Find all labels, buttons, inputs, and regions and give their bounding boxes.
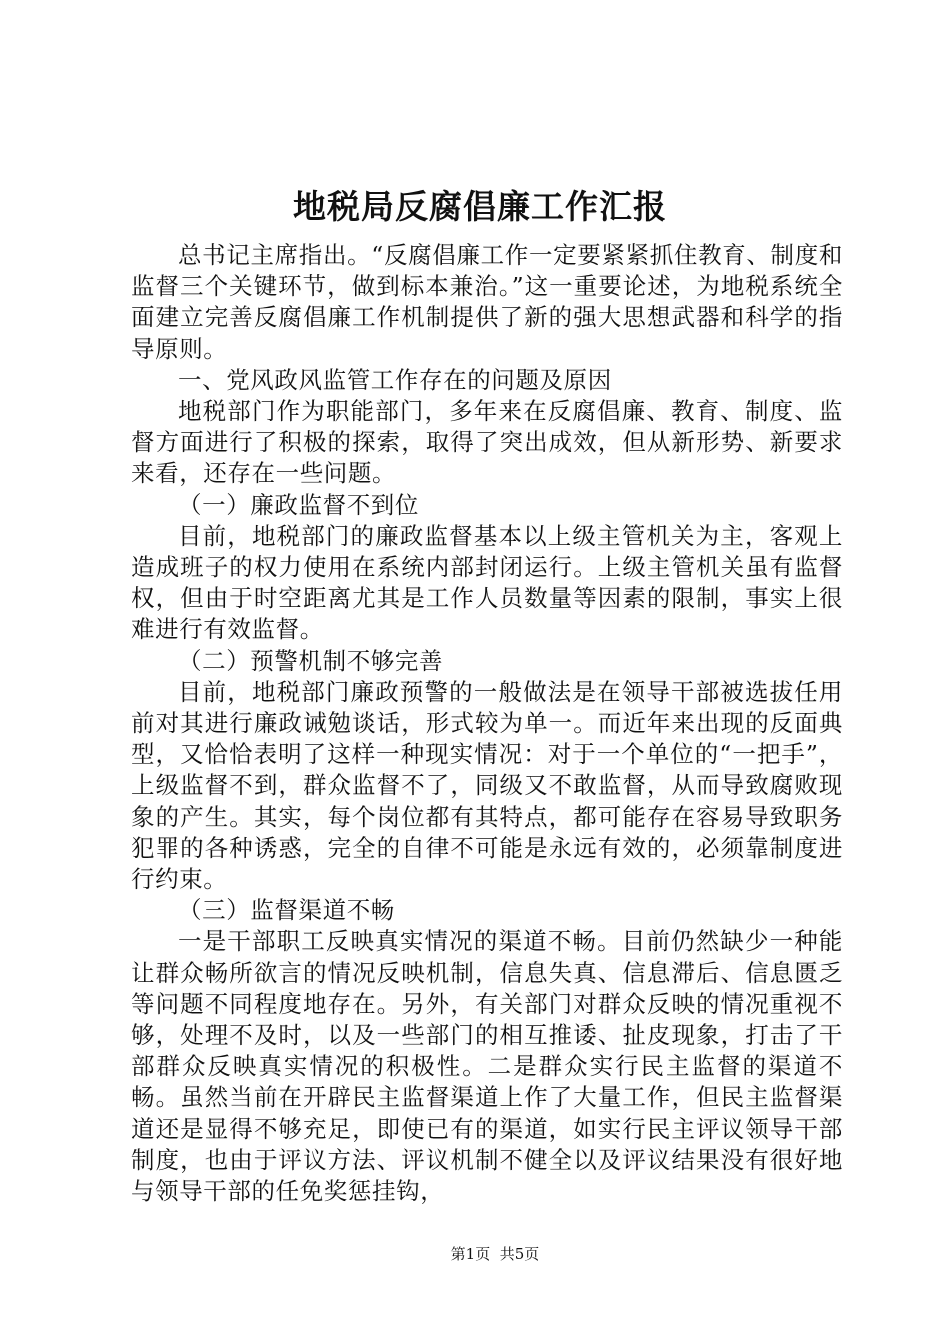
subsection-heading-3: （三）监督渠道不畅 [178,896,395,925]
subsection-heading-1: （一）廉政监督不到位 [178,490,419,519]
page-footer [0,1244,950,1264]
page-total: 共5页 [499,1245,540,1263]
page-number: 第1页 [450,1245,491,1263]
subsection-3-paragraph: 一是干部职工反映真实情况的渠道不畅。目前仍然缺少一种能让群众畅所欲言的情况反映机制，信息失真、信息滞后、信息匮乏等问题不同程度地存在。另外，有关部门对群众反映的情况重视不够，处理不及时，以及一些部门的相互推诿、扯皮现象，打击了干部群众反映真实情况的积极性。二是群众实行民主监督的渠道不畅。虽然当前在开辟民主监督渠道上作了大量工作，但民主监督渠道还是显得不够充足，即使已有的渠道，如实行民主评议领导干部制度，也由于评议方法、评议机制不健全以及评议结果没有很好地与领导干部的任免奖惩挂钩， [131,927,843,1206]
subsection-heading-2: （二）预警机制不够完善 [178,646,444,675]
subsection-1-paragraph: 目前，地税部门的廉政监督基本以上级主管机关为主，客观上造成班子的权力使用在系统内部封闭运行。上级主管机关虽有监督权，但由于时空距离尤其是工作人员数量等因素的限制，事实上很难进行有效监督。 [131,521,843,644]
section-heading-1: 一、党风政风监管工作存在的问题及原因 [178,365,612,394]
intro-paragraph: 总书记主席指出。“反腐倡廉工作一定要紧紧抓住教育、制度和监督三个关键环节，做到标本兼治。”这一重要论述，为地税系统全面建立完善反腐倡廉工作机制提供了新的强大思想武器和科学的指导原则。 [131,241,843,363]
document-body [131,240,843,1207]
section-1-paragraph: 地税部门作为职能部门，多年来在反腐倡廉、教育、制度、监督方面进行了积极的探索，取得了突出成效，但从新形势、新要求来看，还存在一些问题。 [131,397,843,488]
subsection-2-paragraph: 目前，地税部门廉政预警的一般做法是在领导干部被选拔任用前对其进行廉政诫勉谈话，形式较为单一。而近年来出现的反面典型，又恰恰表明了这样一种现实情况：对于一个单位的“一把手”，上级监督不到，群众监督不了，同级又不敢监督，从而导致腐败现象的产生。其实，每个岗位都有其特点，都可能存在容易导致职务犯罪的各种诱惑，完全的自律不可能是永远有效的，必须靠制度进行约束。 [131,677,843,894]
document-title: 地税局反腐倡廉工作汇报 [293,187,667,226]
footer-separator [490,1245,500,1263]
